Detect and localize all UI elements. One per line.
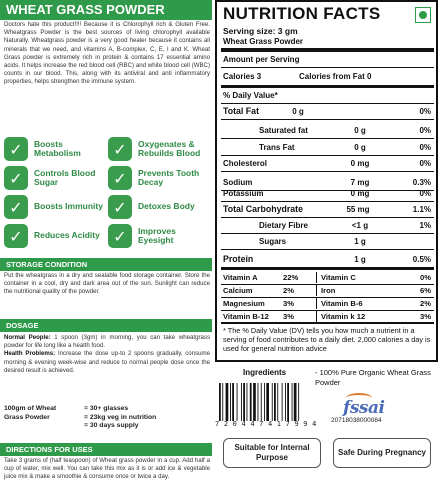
vitamin-percent: 2% (283, 285, 317, 296)
badge-pregnancy-safe: Safe During Pregnancy (333, 438, 431, 468)
nutrient-row (223, 106, 434, 117)
nutrient-amount: 0 g (292, 107, 304, 116)
benefit-label: Prevents Tooth Decay (138, 167, 200, 187)
nutrient-percent: 0.5% (412, 255, 431, 264)
divider (221, 67, 434, 68)
nutrient-name: Total Carbohydrate (223, 204, 303, 214)
nutrient-name: Potassium (223, 189, 264, 198)
product-description: Doctors hate this product!!!! Because it is Chlorophyll rich & Gluten Free. Wheatgrass Powder is the best sources of living chlorophyll available Naturally. Wheatgrass powder is a very good healer because it contains all minerals that we need, and vitamins A, B-complex, C, E, l and K. Wheat Grass powder is extremely rich in protein & contains 17 essential amino acids. It helps increase the red blood cell (RBC) and white blood cell (WBC) counts in our blood. This, along with its antiviral and anti inflammatory properties, helps strengthen the immune system. (4, 21, 210, 86)
quantity-facts (4, 405, 210, 431)
vitamin-name: Vitamin B-12 (223, 312, 269, 321)
ingredients-value: - 100% Pure Organic Wheat Grass Powder (315, 368, 431, 387)
storage-heading: STORAGE CONDITION (0, 258, 212, 271)
vitamin-row (221, 272, 434, 283)
ingredients (243, 368, 431, 387)
facts-label-1: 100gm of Wheat (4, 405, 57, 412)
check-icon: ✓ (108, 137, 132, 161)
nutrient-row (223, 142, 434, 153)
nutrient-name: Cholesterol (223, 159, 268, 168)
nutrient-amount: 0 g (354, 143, 366, 152)
divider (221, 103, 434, 104)
benefit-item (4, 134, 104, 164)
badge-internal-use: Suitable for Internal Purpose (223, 438, 321, 468)
facts-value: = 30 days supply (84, 422, 139, 429)
nutrient-percent: 0% (419, 143, 431, 152)
vitamin-percent: 22% (283, 272, 317, 283)
divider (221, 201, 434, 202)
nutrient-percent: 0% (419, 189, 431, 198)
right-column (215, 0, 438, 500)
dosage-heading: DOSAGE (0, 319, 212, 332)
vitamin-name: Vitamin B-6 (321, 299, 363, 308)
nutrient-name: Total Fat (223, 106, 259, 116)
nutrient-amount: 0 mg (350, 159, 370, 168)
nutrient-name: Protein (223, 254, 254, 264)
benefit-item (108, 221, 208, 251)
vitamin-percent: 0% (420, 273, 431, 282)
vitamin-name: Vitamin A (223, 273, 258, 282)
vitamin-percent: 6% (420, 286, 431, 295)
fssai-license-number: 20718038000084 (331, 417, 382, 424)
nutrient-percent: 1.1% (412, 205, 431, 214)
nutrient-percent: 0% (419, 126, 431, 135)
benefit-item (4, 192, 104, 222)
vitamin-name: Calcium (223, 286, 253, 295)
nutrient-name: Saturated fat (259, 126, 308, 135)
check-icon: ✓ (4, 166, 28, 190)
check-icon: ✓ (108, 224, 132, 248)
fssai-logo: fssai (343, 398, 385, 418)
divider (221, 322, 434, 324)
serving-product: Wheat Grass Powder (223, 37, 304, 46)
benefit-label: Controls Blood Sugar (34, 167, 96, 187)
nutrient-name: Dietary Fibre (259, 221, 308, 230)
calories: Calories 3 (223, 72, 262, 81)
nutrient-row (223, 188, 434, 199)
veg-mark-icon (415, 7, 431, 23)
check-icon: ✓ (108, 195, 132, 219)
storage-text: Put the wheatgrass in a dry and sealable food storage container. Store the container in a cool, dry and dark area out of the sun. Sunlight can reduce the nutritional quality of the powder. (4, 272, 210, 296)
nutrient-amount: <1 g (351, 221, 369, 230)
nutrient-percent: 1% (419, 221, 431, 230)
vitamin-row (221, 285, 434, 296)
benefits-grid (4, 134, 210, 272)
nutrition-title: NUTRITION FACTS (223, 4, 381, 23)
serving-size: Serving size: 3 gm (223, 26, 298, 36)
nutrient-name: Sugars (259, 237, 287, 246)
dosage-patient-text: Increase the dose up-to 2 spoons gradually, consume morning & evening week-wise and reduce to normal people dose once the desired result is achieved. (4, 350, 210, 374)
nutrient-row (223, 125, 434, 136)
divider (221, 48, 434, 52)
vitamin-percent: 3% (420, 312, 431, 321)
benefit-item (108, 192, 208, 222)
divider (221, 217, 434, 218)
daily-value-footnote: * The % Daily Value (DV) tells you how much a nutrient in a serving of food contributes to a daily diet. 2,000 calories a day is used for general nutrition advice (223, 326, 431, 354)
nutrient-percent: 0.3% (412, 178, 431, 187)
benefit-label: Reduces Acidity (34, 230, 100, 241)
benefit-item (108, 134, 208, 164)
check-icon: ✓ (4, 195, 28, 219)
vitamin-percent: 2% (420, 299, 431, 308)
benefit-label: Improves Eyesight (138, 225, 176, 245)
nutrient-amount: 0 mg (350, 189, 370, 198)
benefit-label: Oxygenates & Rebuilds Blood (138, 138, 201, 158)
nutrient-amount: 1 g (354, 255, 366, 264)
divider (221, 155, 434, 156)
dosage-patient-label: Health Problems: (4, 350, 56, 358)
nutrient-amount: 1 g (354, 237, 366, 246)
nutrient-amount: 7 mg (350, 178, 370, 187)
benefit-label: Boosts Metabolism (34, 138, 81, 158)
benefit-item (4, 163, 104, 193)
amount-per-serving: Amount per Serving (223, 55, 300, 64)
vitamin-percent: 3% (283, 298, 317, 309)
facts-value: = 23kg veg in nutrition (84, 413, 157, 421)
dosage-normal-label: Normal People: (4, 334, 51, 341)
benefit-label: Boosts Immunity (34, 201, 103, 212)
benefit-item (108, 163, 208, 193)
nutrient-name: Sodium (223, 178, 253, 187)
check-icon: ✓ (4, 137, 28, 161)
check-icon: ✓ (108, 166, 132, 190)
vitamin-row (221, 298, 434, 309)
check-icon: ✓ (4, 224, 28, 248)
left-column (0, 0, 212, 500)
divider (221, 85, 434, 88)
vitamin-name: Iron (321, 286, 336, 295)
nutrient-row (223, 158, 434, 169)
barcode-number: 7 2 0 4 4 7 4 1 7 9 9 4 (215, 420, 317, 428)
nutrient-row (223, 177, 434, 188)
nutrient-row (223, 254, 434, 265)
nutrient-row (223, 220, 434, 231)
facts-value: = 30+ glasses (84, 405, 129, 412)
ingredients-label: Ingredients (243, 368, 287, 377)
vitamin-name: Magnesium (223, 299, 265, 308)
divider (221, 119, 434, 120)
calories-from-fat: Calories from Fat 0 (299, 72, 372, 81)
divider (221, 171, 434, 172)
dosage-text (4, 334, 210, 375)
vitamin-name: Vitamin k 12 (321, 312, 366, 321)
nutrient-amount: 0 g (354, 126, 366, 135)
vitamin-name: Vitamin C (321, 273, 356, 282)
benefit-item (4, 221, 104, 251)
daily-value-header: % Daily Value* (223, 91, 278, 100)
directions-heading: DIRECTIONS FOR USES (0, 443, 212, 456)
nutrient-row (223, 204, 434, 215)
nutrient-amount: 55 mg (346, 205, 370, 214)
divider (221, 267, 434, 270)
divider (221, 249, 434, 250)
nutrition-facts-panel (215, 0, 438, 362)
divider (221, 233, 434, 234)
facts-label-2: Grass Powder (4, 413, 50, 421)
nutrient-percent: 0% (419, 159, 431, 168)
divider (221, 138, 434, 139)
product-title: WHEAT GRASS POWDER (0, 0, 212, 20)
vitamin-percent: 3% (283, 311, 317, 322)
benefit-label: Detoxes Body (138, 201, 195, 212)
dosage-normal-text: 1 spoon (3gm) in morning, you can take wheatgrass powder for life long like a health food. (4, 334, 210, 350)
vitamin-row (221, 311, 434, 322)
directions-text: Take 3 grams of (half teaspoon) of Wheat grass powder in a cup. Add half a cup of water, mix well. You can take this mix as it is or add ice & vegetable juice mix & make a smoothie & consume once or twice a day. (4, 457, 210, 481)
nutrient-row (223, 236, 434, 247)
nutrient-percent: 0% (419, 107, 431, 116)
nutrient-name: Trans Fat (259, 143, 295, 152)
